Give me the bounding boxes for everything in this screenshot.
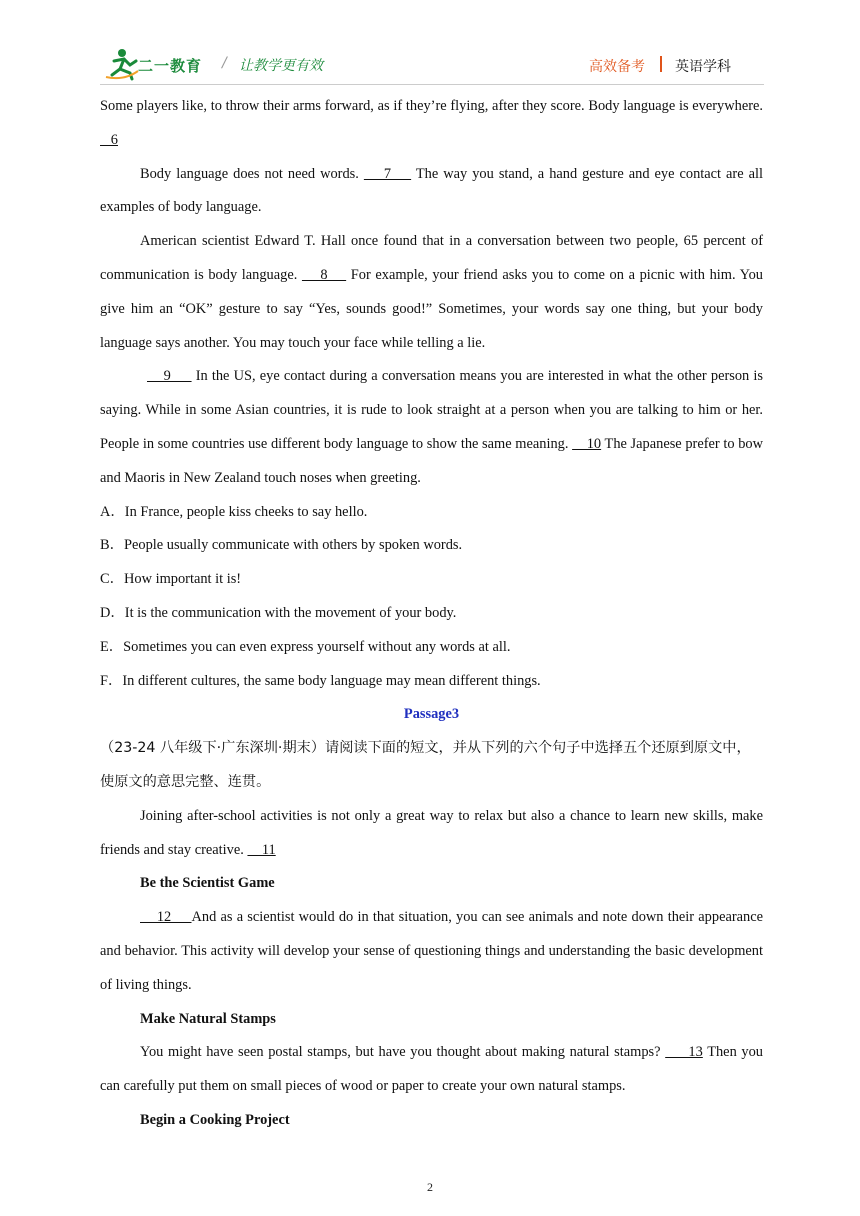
paragraph-text: Body language does not need words.	[140, 165, 364, 182]
paragraph-text: The way you stand, a hand gesture and eye contact are all examples of body language.	[100, 165, 764, 216]
option-f: F．In different cultures, the same body language may mean different things.	[100, 672, 541, 689]
option-c: C．How important it is!	[100, 571, 242, 588]
brand-name: 二一教育	[138, 57, 203, 75]
header-tag-subject: 英语学科	[675, 59, 731, 75]
option-e: E．Sometimes you can even express yourself without any words at all.	[100, 638, 511, 655]
blank-12: 12	[140, 909, 192, 926]
document-body	[100, 90, 763, 1138]
passage2-paragraph-1	[100, 90, 763, 158]
passage3-paragraph-3	[100, 1036, 763, 1104]
paragraph-text: In the US, eye contact during a conversation means you are interested in what the other person is saying. While in some Asian countries, it is rude to look straight at a person when you are talking to him or her. People in some countries use different body language to show the same meaning.	[100, 368, 763, 452]
blank-8: 8	[301, 266, 347, 283]
blank-10: 10	[572, 435, 602, 452]
slogan: 让教学更有效	[239, 58, 323, 74]
blank-7: 7	[363, 165, 412, 182]
header-divider	[100, 84, 764, 85]
passage3-paragraph-2	[100, 901, 763, 1002]
section-heading-scientist: Be the Scientist Game	[140, 875, 275, 892]
section-heading-stamps: Make Natural Stamps	[140, 1010, 276, 1027]
blank-9: 9	[147, 368, 192, 385]
paragraph-text: Joining after-school activities is not only a great way to relax but also a chance to learn new skills, make friends and stay creative.	[100, 807, 763, 858]
option-a: A．In France, people kiss cheeks to say hello.	[100, 503, 368, 520]
passage2-paragraph-3	[100, 225, 763, 360]
slogan-separator: /	[222, 55, 227, 71]
passage2-paragraph-2	[100, 158, 763, 226]
paragraph-text: American scientist Edward T. Hall once found that in a conversation between two people, 65 percent of communication is body language.	[100, 233, 763, 283]
paragraph-text: And as a scientist would do in that situation, you can see animals and note down their appearance and behavior. This activity will develop your sense of questioning things and understanding the basic development of living things.	[100, 909, 763, 993]
header-tag-exam: 高效备考	[589, 59, 645, 75]
paragraph-text: Some players like, to throw their arms forward, as if they’re flying, after they score. Body language is everywhere.	[100, 98, 763, 114]
paragraph-text: For example, your friend asks you to come on a picnic with him. You give him an “OK” gesture to say “Yes, sounds good!” Sometimes, your words say one thing, but your body language says another. You may touch your face while telling a lie.	[100, 266, 763, 351]
page-header	[0, 0, 860, 86]
page-number: 2	[427, 1180, 433, 1194]
blank-13: 13	[665, 1044, 703, 1061]
option-d: D．It is the communication with the movement of your body.	[100, 604, 457, 621]
passage3-paragraph-1	[100, 800, 763, 868]
paragraph-text: The Japanese prefer to bow and Maoris in New Zealand touch noses when greeting.	[100, 435, 763, 486]
passage2-paragraph-4	[100, 360, 763, 495]
passage3-title: Passage3	[403, 706, 460, 723]
blank-11: 11	[247, 841, 276, 858]
passage3-instruction: （23-24 八年级下·广东深圳·期末）请阅读下面的短文，并从下列的六个句子中选择五个还原到原文中，使原文的意思完整、连贯。	[100, 740, 751, 790]
section-heading-cooking: Begin a Cooking Project	[140, 1111, 290, 1128]
option-b: B．People usually communicate with others by spoken words.	[100, 537, 463, 554]
paragraph-text: You might have seen postal stamps, but have you thought about making natural stamps?	[140, 1044, 666, 1061]
paragraph-text: Then you can carefully put them on small pieces of wood or paper to create your own natural stamps.	[100, 1044, 763, 1095]
header-tag-divider	[660, 56, 662, 72]
blank-6: 6	[100, 131, 118, 148]
